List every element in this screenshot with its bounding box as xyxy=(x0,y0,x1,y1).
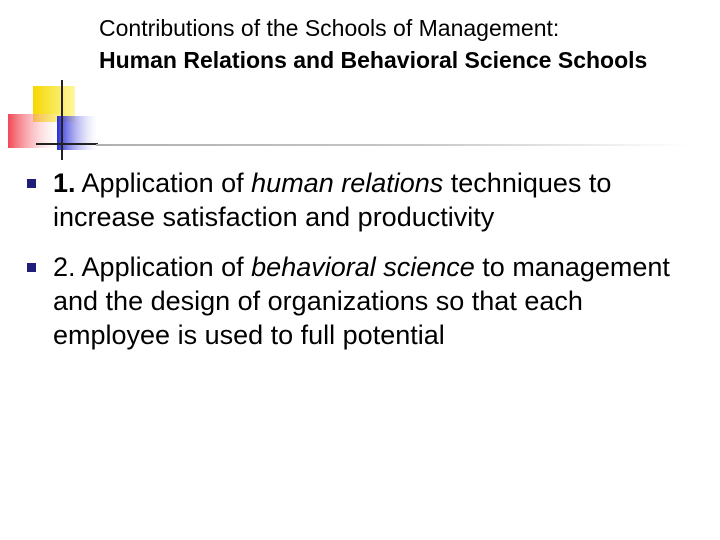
bullet-number: 2. xyxy=(53,252,76,282)
bullet-item-1 xyxy=(0,166,703,234)
slide-decoration-graphic xyxy=(0,0,110,165)
bullet-emphasis: behavioral science xyxy=(251,252,475,282)
bullet-square-icon xyxy=(27,263,36,272)
bullet-number: 1. xyxy=(53,168,76,198)
bullet-emphasis: human relations xyxy=(251,168,444,198)
bullet-list xyxy=(0,166,720,368)
bullet-text-post: to management and the design of organizations so that each employee is used to full potential xyxy=(53,252,670,350)
bullet-text-pre: Application of xyxy=(75,252,252,282)
bullet-square-icon xyxy=(27,179,36,188)
title-line-main: Contributions of the Schools of Management: xyxy=(99,15,560,41)
bullet-text-pre: Application of xyxy=(75,168,252,198)
bullet-item-2 xyxy=(0,250,703,352)
bullet-text-post: techniques to increase satisfaction and productivity xyxy=(53,168,612,232)
title-line-subtitle: Human Relations and Behavioral Science Schools xyxy=(99,47,648,73)
slide-title xyxy=(99,12,699,76)
title-underline xyxy=(96,144,690,146)
deco-red-bar xyxy=(8,114,60,148)
